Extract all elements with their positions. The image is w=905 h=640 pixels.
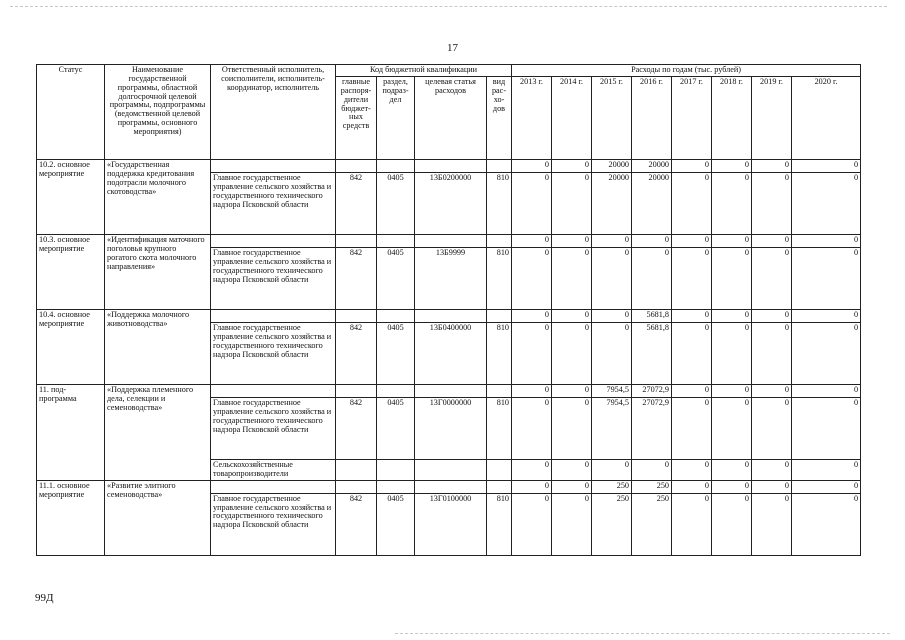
empty-cell (487, 160, 512, 173)
empty-cell (487, 235, 512, 248)
kbk-vr-cell: 810 (487, 493, 512, 555)
kbk-rzpr-cell: 0405 (377, 248, 415, 310)
kbk-grbs-cell: 842 (336, 173, 377, 235)
empty-cell (336, 235, 377, 248)
year-value-cell: 0 (512, 398, 552, 460)
empty-cell (415, 480, 487, 493)
year-value-cell: 0 (672, 173, 712, 235)
year-value-cell: 0 (792, 323, 861, 385)
year-value-cell: 0 (752, 493, 792, 555)
total-value-cell: 5681,8 (632, 310, 672, 323)
year-value-cell: 0 (552, 460, 592, 481)
year-value-cell: 0 (672, 398, 712, 460)
empty-cell (377, 310, 415, 323)
year-value-cell: 0 (552, 173, 592, 235)
year-value-cell: 0 (712, 493, 752, 555)
year-value-cell: 0 (592, 248, 632, 310)
empty-cell (211, 235, 336, 248)
header-year: 2017 г. (672, 77, 712, 160)
header-status: Статус (37, 65, 105, 160)
total-value-cell: 0 (512, 235, 552, 248)
empty-cell (336, 310, 377, 323)
kbk-rzpr-cell (377, 460, 415, 481)
empty-cell (377, 385, 415, 398)
kbk-rzpr-cell: 0405 (377, 323, 415, 385)
year-value-cell: 0 (712, 398, 752, 460)
empty-cell (377, 480, 415, 493)
total-value-cell: 0 (712, 310, 752, 323)
total-value-cell: 0 (712, 235, 752, 248)
header-kbk-group: Код бюджетной квалификации (336, 65, 512, 77)
year-value-cell: 0 (752, 173, 792, 235)
scan-artifact-bottom (395, 633, 890, 634)
empty-cell (487, 310, 512, 323)
year-value-cell: 0 (752, 248, 792, 310)
empty-cell (211, 310, 336, 323)
status-cell: 11.1. основное мероприятие (37, 480, 105, 555)
total-value-cell: 0 (672, 480, 712, 493)
total-value-cell: 0 (552, 480, 592, 493)
total-value-cell: 20000 (632, 160, 672, 173)
year-value-cell: 0 (632, 248, 672, 310)
total-value-cell: 0 (792, 480, 861, 493)
total-value-cell: 0 (792, 310, 861, 323)
year-value-cell: 0 (752, 398, 792, 460)
empty-cell (211, 480, 336, 493)
table-row (37, 385, 861, 398)
kbk-vr-cell: 810 (487, 398, 512, 460)
table-body (37, 160, 861, 556)
year-value-cell: 5681,8 (632, 323, 672, 385)
header-kbk-csr: целевая статья расходов (415, 77, 487, 160)
total-value-cell: 0 (512, 480, 552, 493)
kbk-vr-cell (487, 460, 512, 481)
kbk-csr-cell: 13Г0000000 (415, 398, 487, 460)
empty-cell (211, 385, 336, 398)
program-name-cell: «Идентификация маточного поголовья крупного рогатого скота молочного направления» (105, 235, 211, 310)
total-value-cell: 0 (592, 235, 632, 248)
header-year: 2018 г. (712, 77, 752, 160)
header-kbk-rzpr: раздел, подраз-дел (377, 77, 415, 160)
year-value-cell: 0 (512, 323, 552, 385)
year-value-cell: 0 (672, 248, 712, 310)
year-value-cell: 27072,9 (632, 398, 672, 460)
year-value-cell: 0 (592, 323, 632, 385)
header-year: 2020 г. (792, 77, 861, 160)
empty-cell (336, 480, 377, 493)
year-value-cell: 0 (512, 173, 552, 235)
table-row (37, 480, 861, 493)
status-cell: 10.3. основное мероприятие (37, 235, 105, 310)
header-kbk-grbs: главные распоря-дители бюджет-ных средств (336, 77, 377, 160)
program-name-cell: «Поддержка племенного дела, селекции и семеноводства» (105, 385, 211, 481)
year-value-cell: 0 (672, 323, 712, 385)
kbk-csr-cell (415, 460, 487, 481)
total-value-cell: 0 (712, 480, 752, 493)
status-cell: 10.2. основное мероприятие (37, 160, 105, 235)
year-value-cell: 0 (792, 398, 861, 460)
kbk-grbs-cell: 842 (336, 398, 377, 460)
kbk-vr-cell: 810 (487, 173, 512, 235)
year-value-cell: 20000 (632, 173, 672, 235)
total-value-cell: 0 (632, 235, 672, 248)
total-value-cell: 250 (632, 480, 672, 493)
empty-cell (487, 480, 512, 493)
year-value-cell: 0 (552, 398, 592, 460)
year-value-cell: 0 (672, 460, 712, 481)
total-value-cell: 0 (792, 160, 861, 173)
total-value-cell: 0 (672, 160, 712, 173)
program-name-cell: «Государственная поддержка кредитования подотрасли молочного скотоводства» (105, 160, 211, 235)
header-name: Наименование государственной программы, областной долгосрочной целевой программы, подпрограммы (ведомственной целевой программы, основного мероприятия) (105, 65, 211, 160)
empty-cell (415, 310, 487, 323)
year-value-cell: 0 (552, 248, 592, 310)
executor-cell: Главное государственное управление сельского хозяйства и государственного технического надзора Псковской области (211, 248, 336, 310)
year-value-cell: 0 (552, 493, 592, 555)
year-value-cell: 0 (712, 323, 752, 385)
executor-cell: Главное государственное управление сельского хозяйства и государственного технического надзора Псковской области (211, 493, 336, 555)
year-value-cell: 0 (792, 173, 861, 235)
header-kbk-vr: вид рас-хо-дов (487, 77, 512, 160)
empty-cell (415, 385, 487, 398)
year-value-cell: 0 (712, 460, 752, 481)
total-value-cell: 0 (752, 480, 792, 493)
kbk-csr-cell: 13Б9999 (415, 248, 487, 310)
year-value-cell: 0 (792, 493, 861, 555)
year-value-cell: 0 (592, 460, 632, 481)
total-value-cell: 7954,5 (592, 385, 632, 398)
total-value-cell: 0 (792, 385, 861, 398)
total-value-cell: 0 (552, 385, 592, 398)
kbk-vr-cell: 810 (487, 323, 512, 385)
total-value-cell: 0 (552, 310, 592, 323)
status-cell: 11. под-программа (37, 385, 105, 481)
empty-cell (377, 235, 415, 248)
total-value-cell: 0 (512, 385, 552, 398)
year-value-cell: 0 (712, 173, 752, 235)
kbk-rzpr-cell: 0405 (377, 398, 415, 460)
page-number: 17 (447, 42, 458, 54)
kbk-grbs-cell: 842 (336, 493, 377, 555)
empty-cell (336, 160, 377, 173)
status-cell: 10.4. основное мероприятие (37, 310, 105, 385)
executor-cell: Главное государственное управление сельского хозяйства и государственного технического надзора Псковской области (211, 323, 336, 385)
total-value-cell: 0 (552, 235, 592, 248)
year-value-cell: 7954,5 (592, 398, 632, 460)
year-value-cell: 0 (712, 248, 752, 310)
footer-mark: 99Д (35, 592, 54, 604)
year-value-cell: 0 (552, 323, 592, 385)
total-value-cell: 0 (672, 310, 712, 323)
kbk-grbs-cell (336, 460, 377, 481)
total-value-cell: 0 (752, 385, 792, 398)
header-year: 2015 г. (592, 77, 632, 160)
year-value-cell: 0 (752, 323, 792, 385)
total-value-cell: 0 (752, 310, 792, 323)
scan-artifact-top (10, 6, 887, 7)
year-value-cell: 0 (512, 493, 552, 555)
budget-table (36, 64, 861, 556)
year-value-cell: 0 (512, 248, 552, 310)
kbk-csr-cell: 13Б0400000 (415, 323, 487, 385)
year-value-cell: 0 (792, 248, 861, 310)
header-year: 2016 г. (632, 77, 672, 160)
total-value-cell: 27072,9 (632, 385, 672, 398)
total-value-cell: 0 (512, 160, 552, 173)
total-value-cell: 0 (552, 160, 592, 173)
year-value-cell: 250 (632, 493, 672, 555)
total-value-cell: 0 (672, 235, 712, 248)
empty-cell (415, 160, 487, 173)
program-name-cell: «Развитие элитного семеноводства» (105, 480, 211, 555)
table-row (37, 235, 861, 248)
total-value-cell: 0 (752, 160, 792, 173)
executor-cell: Главное государственное управление сельского хозяйства и государственного технического надзора Псковской области (211, 173, 336, 235)
empty-cell (336, 385, 377, 398)
header-year: 2019 г. (752, 77, 792, 160)
executor-cell: Сельскохозяйственные товаропроизводители (211, 460, 336, 481)
empty-cell (377, 160, 415, 173)
kbk-csr-cell: 13Б0200000 (415, 173, 487, 235)
total-value-cell: 0 (592, 310, 632, 323)
header-year: 2013 г. (512, 77, 552, 160)
year-value-cell: 0 (672, 493, 712, 555)
table-row (37, 160, 861, 173)
empty-cell (415, 235, 487, 248)
year-value-cell: 0 (792, 460, 861, 481)
total-value-cell: 0 (712, 160, 752, 173)
total-value-cell: 0 (792, 235, 861, 248)
total-value-cell: 250 (592, 480, 632, 493)
total-value-cell: 0 (672, 385, 712, 398)
kbk-grbs-cell: 842 (336, 248, 377, 310)
table-row (37, 310, 861, 323)
header-responsible: Ответственный исполнитель, соисполнители, исполнитель-координатор, исполнитель (211, 65, 336, 160)
total-value-cell: 0 (512, 310, 552, 323)
executor-cell: Главное государственное управление сельского хозяйства и государственного технического надзора Псковской области (211, 398, 336, 460)
total-value-cell: 20000 (592, 160, 632, 173)
kbk-rzpr-cell: 0405 (377, 173, 415, 235)
empty-cell (211, 160, 336, 173)
kbk-csr-cell: 13Г0100000 (415, 493, 487, 555)
table-header (37, 65, 861, 160)
total-value-cell: 0 (752, 235, 792, 248)
kbk-grbs-cell: 842 (336, 323, 377, 385)
kbk-vr-cell: 810 (487, 248, 512, 310)
year-value-cell: 20000 (592, 173, 632, 235)
year-value-cell: 0 (512, 460, 552, 481)
year-value-cell: 0 (752, 460, 792, 481)
header-expenses-group: Расходы по годам (тыс. рублей) (512, 65, 861, 77)
header-year: 2014 г. (552, 77, 592, 160)
empty-cell (487, 385, 512, 398)
year-value-cell: 0 (632, 460, 672, 481)
total-value-cell: 0 (712, 385, 752, 398)
program-name-cell: «Поддержка молочного животноводства» (105, 310, 211, 385)
year-value-cell: 250 (592, 493, 632, 555)
kbk-rzpr-cell: 0405 (377, 493, 415, 555)
